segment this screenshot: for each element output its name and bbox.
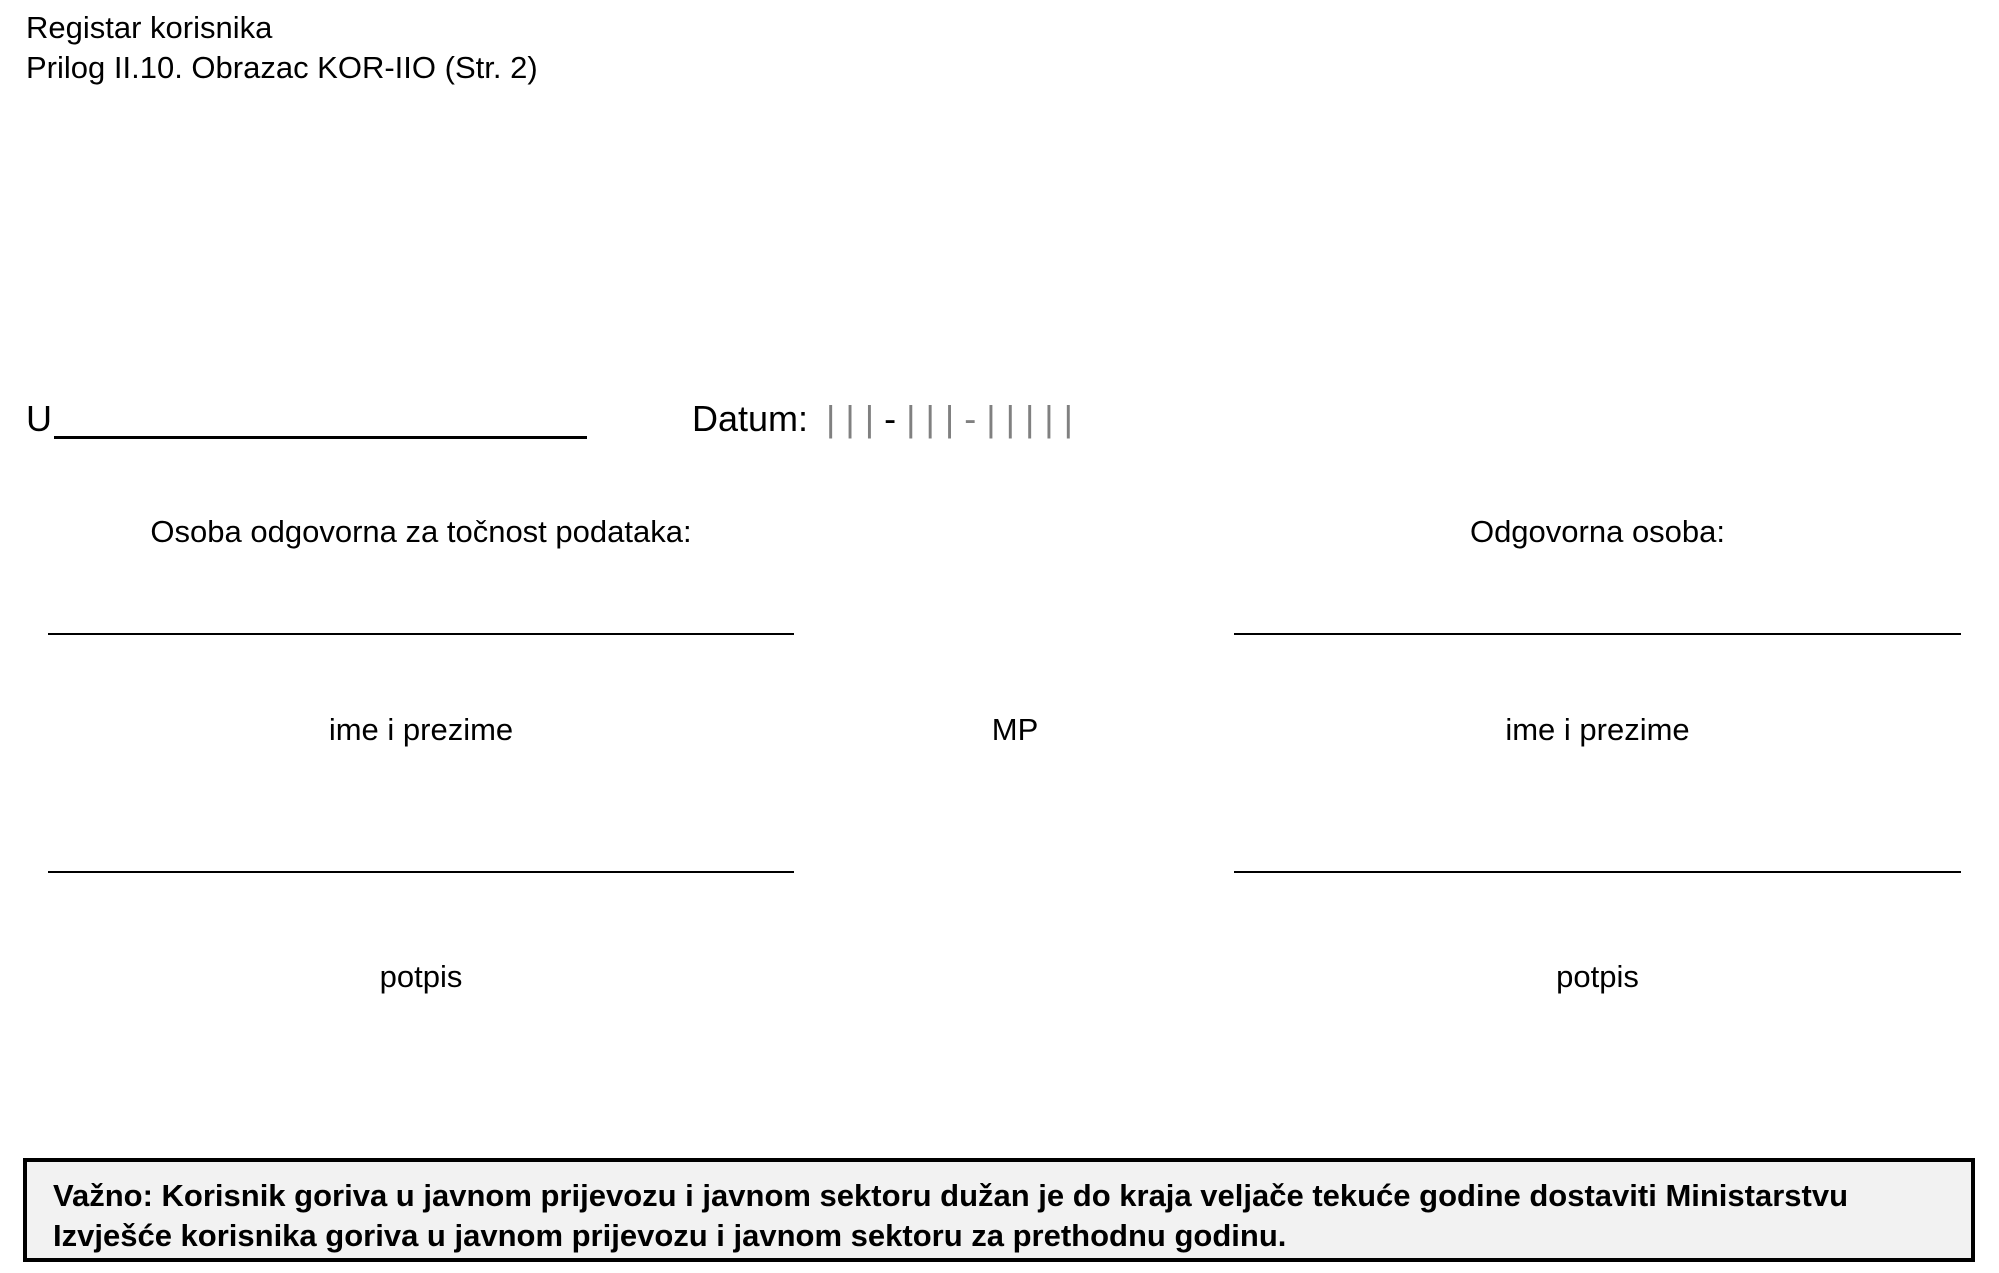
place-label: U (26, 398, 52, 439)
accuracy-person-name-caption: ime i prezime (328, 712, 514, 747)
date-separator: - (884, 398, 897, 439)
important-notice-box (23, 1158, 1975, 1262)
accuracy-person-title: Osoba odgovorna za točnost podataka: (150, 514, 692, 549)
accuracy-person-signature-line[interactable] (48, 871, 794, 873)
responsible-person-signature-caption: potpis (1556, 959, 1639, 994)
date-separator: - (964, 398, 977, 439)
responsible-person-title: Odgovorna osoba: (1469, 514, 1726, 549)
accuracy-person-signature-caption: potpis (379, 959, 463, 994)
place-input-line[interactable] (54, 396, 587, 439)
date-month-boxes[interactable]: | | | (906, 398, 955, 439)
responsible-person-name-line[interactable] (1234, 633, 1961, 635)
date-input-boxes[interactable] (826, 399, 1073, 439)
accuracy-person-name-line[interactable] (48, 633, 794, 635)
date-field (692, 391, 1073, 439)
date-year-boxes[interactable]: | | | | | (986, 398, 1073, 439)
stamp-label: MP (991, 712, 1039, 747)
responsible-person-name-caption: ime i prezime (1505, 712, 1690, 747)
form-annex-title: Prilog II.10. Obrazac KOR-IIO (Str. 2) (26, 50, 538, 85)
form-register-title: Registar korisnika (26, 10, 273, 45)
place-field (26, 391, 587, 439)
important-notice-text: Važno: Korisnik goriva u javnom prijevozu i javnom sektoru dužan je do kraja veljače tekuće godine dostaviti Ministarstvu Izvješće korisnika goriva u javnom prijevozu i javnom sektoru za prethodnu godinu. (53, 1178, 1849, 1253)
date-label: Datum: (692, 398, 809, 439)
date-day-boxes[interactable]: | | | (826, 398, 875, 439)
responsible-person-signature-line[interactable] (1234, 871, 1961, 873)
